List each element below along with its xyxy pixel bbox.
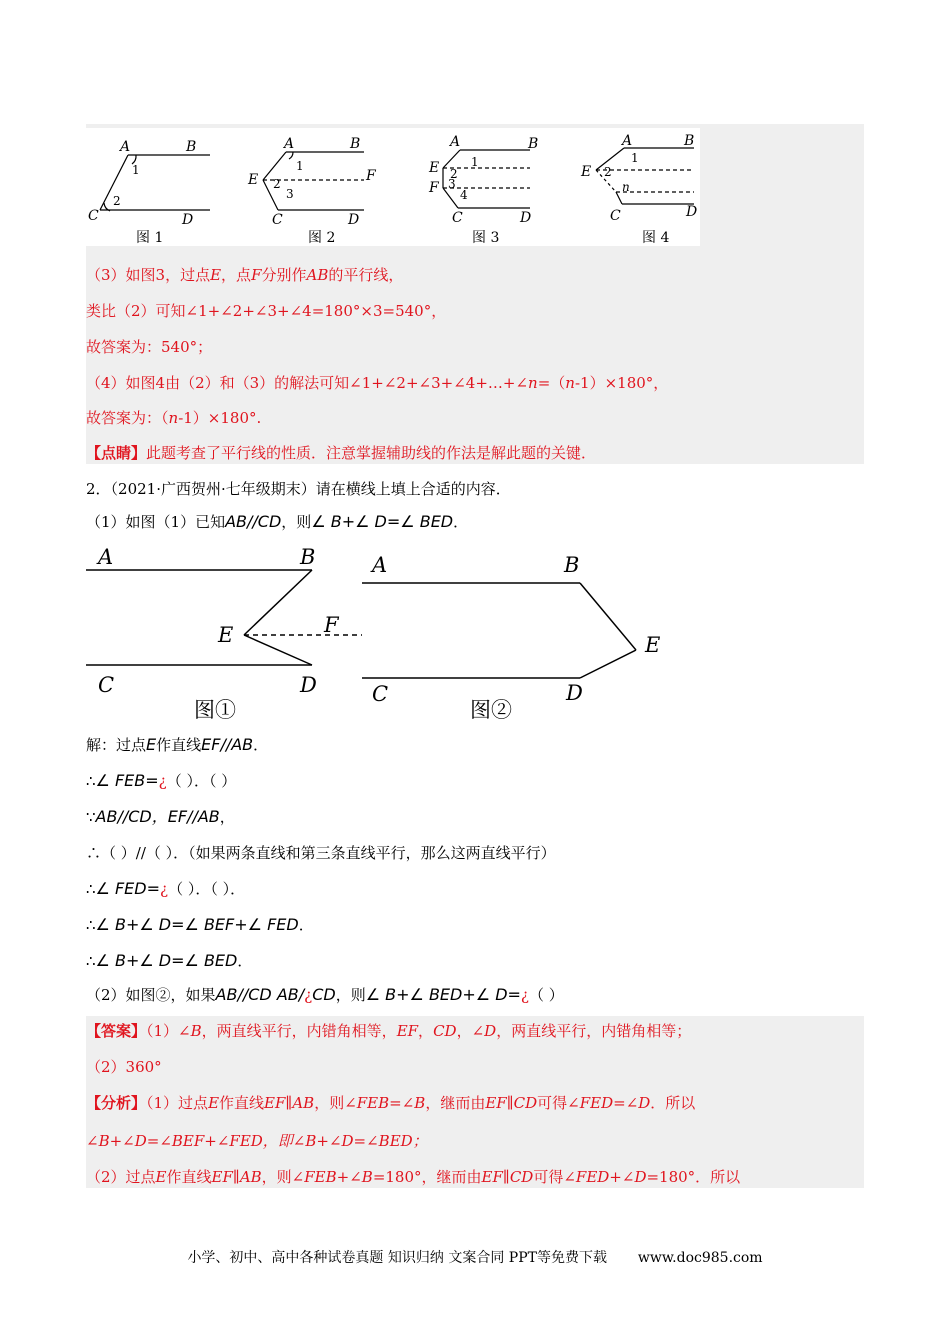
fig4-label-e: E bbox=[581, 164, 592, 180]
fig4-label-a: A bbox=[622, 133, 633, 149]
fig3-label-f: F bbox=[429, 180, 439, 196]
q2-fig1-label-e: E bbox=[218, 623, 234, 647]
q2-fig1-label-d: D bbox=[300, 673, 317, 697]
solution-line-2: ∴∠ FEB=¿（ ）．（ ） bbox=[86, 771, 237, 790]
fig1-caption: 图 1 bbox=[136, 230, 164, 246]
fig1-label-d: D bbox=[182, 212, 194, 228]
fig2-label-e: E bbox=[248, 172, 259, 188]
fig3-label-d: D bbox=[520, 210, 532, 226]
solution-line-6: ∴∠ B+∠ D=∠ BEF+∠ FED． bbox=[86, 915, 314, 934]
solution-line-4: ∴（ ）//（ ）．（如果两条直线和第三条直线平行，那么这两直线平行） bbox=[86, 844, 556, 862]
fig3-label-a: A bbox=[450, 134, 461, 150]
q2-fig1-label-f: F bbox=[324, 613, 339, 637]
fig2-angle-1: 1 bbox=[296, 159, 304, 173]
fig4-angle-n: n bbox=[622, 180, 630, 194]
fig4-angle-2: 2 bbox=[604, 165, 612, 179]
q2-fig2-label-a: A bbox=[372, 553, 388, 577]
top-figures bbox=[86, 128, 700, 246]
fig3-angle-1: 1 bbox=[471, 155, 479, 169]
fig2-label-a: A bbox=[284, 136, 295, 152]
fig1-angle-1: 1 bbox=[132, 163, 140, 177]
fig4-label-b: B bbox=[684, 133, 695, 149]
q2-fig1-caption: 图① bbox=[194, 698, 236, 722]
answer1-line5: 故答案为：540°； bbox=[86, 338, 213, 356]
fig2-label-c: C bbox=[272, 212, 283, 228]
answer-tag: 【答案】 bbox=[86, 1022, 147, 1040]
fig3-angle-2: 2 bbox=[450, 167, 458, 181]
answer1-line4: 类比（2）可知∠1+∠2+∠3+∠4=180°×3=540°， bbox=[86, 302, 447, 320]
fig2-angle-3: 3 bbox=[286, 187, 294, 201]
q2-fig2-caption: 图② bbox=[470, 698, 512, 722]
q2-fig1-label-c: C bbox=[98, 673, 115, 697]
fig3-angle-4: 4 bbox=[460, 188, 468, 202]
question-2-part2: （2）如图②，如果AB//CD AB/¿CD，则∠ B+∠ BED+∠ D=¿（ ） bbox=[86, 985, 564, 1004]
answer1-line6: （4）如图4由（2）和（3）的解法可知∠1+∠2+∠3+∠4+…+∠n=（n-1）×180°， bbox=[86, 374, 669, 392]
fig3-label-c: C bbox=[452, 210, 463, 226]
fig1-label-b: B bbox=[186, 139, 197, 155]
dianjing-line: 【点睛】此题考查了平行线的性质．注意掌握辅助线的作法是解此题的关键． bbox=[86, 444, 597, 462]
fig2-label-f: F bbox=[366, 168, 376, 184]
solution-line-7: ∴∠ B+∠ D=∠ BED． bbox=[86, 951, 253, 970]
analysis-line-3: （2）过点E作直线EF∥AB，则∠FEB+∠B=180°，继而由EF∥CD可得∠FED+∠D=180°．所以 bbox=[86, 1168, 741, 1186]
q2-fig2-label-b: B bbox=[564, 553, 580, 577]
fig2-caption: 图 2 bbox=[308, 230, 336, 246]
fig1-angle-2: 2 bbox=[113, 194, 121, 208]
q2-figures bbox=[86, 540, 686, 730]
fig3-caption: 图 3 bbox=[472, 230, 500, 246]
fig4-angle-1: 1 bbox=[631, 151, 639, 165]
footer-text: 小学、初中、高中各种试卷真题 知识归纳 文案合同 PPT等免费下载 bbox=[187, 1250, 607, 1266]
q2-fig2-label-d: D bbox=[566, 681, 583, 705]
fig2-label-d: D bbox=[348, 212, 360, 228]
answer2-line1: 【答案】（1）∠B，两直线平行，内错角相等，EF，CD，∠D，两直线平行，内错角相等； bbox=[86, 1022, 692, 1040]
fig4-caption: 图 4 bbox=[642, 230, 670, 246]
solution-line-1: 解：过点E作直线EF//AB． bbox=[86, 735, 269, 754]
q2-figure-2 bbox=[362, 583, 636, 678]
q2-fig1-label-b: B bbox=[300, 545, 316, 569]
fig1-label-c: C bbox=[88, 208, 99, 224]
page-footer bbox=[0, 1247, 950, 1267]
fig1-label-a: A bbox=[120, 139, 131, 155]
footer-url[interactable]: www.doc985.com bbox=[637, 1250, 763, 1266]
q2-figure-1 bbox=[86, 570, 362, 665]
q2-fig1-label-a: A bbox=[98, 545, 114, 569]
solution-line-3: ∵AB//CD，EF//AB， bbox=[86, 807, 235, 826]
fig3-label-b: B bbox=[528, 136, 539, 152]
analysis-line-1: 【分析】（1）过点E作直线EF∥AB，则∠FEB=∠B，继而由EF∥CD可得∠FED=∠D．所以 bbox=[86, 1094, 696, 1112]
q2-fig2-label-c: C bbox=[372, 682, 389, 706]
analysis-line-2: ∠B+∠D=∠BEF+∠FED，即∠B+∠D=∠BED； bbox=[86, 1132, 428, 1150]
question-2-title: 2．（2021·广西贺州·七年级期末）请在横线上填上合适的内容． bbox=[86, 480, 511, 498]
q2-fig2-label-e: E bbox=[645, 633, 661, 657]
answer1-line7: 故答案为：（n-1）×180°. bbox=[86, 409, 262, 427]
dianjing-tag: 【点睛】 bbox=[86, 444, 147, 462]
fig3-angle-3: 3 bbox=[448, 177, 456, 191]
answer1-line3: （3）如图3，过点E，点F分别作AB的平行线， bbox=[86, 266, 404, 284]
solution-line-5: ∴∠ FED=¿（ ）．（ ）． bbox=[86, 879, 246, 898]
fig2-angle-2: 2 bbox=[273, 177, 281, 191]
fig4-label-c: C bbox=[610, 208, 621, 224]
fig2-label-b: B bbox=[350, 136, 361, 152]
fig4-label-d: D bbox=[686, 204, 698, 220]
analysis-tag: 【分析】 bbox=[86, 1094, 147, 1112]
question-2-part1: （1）如图（1）已知AB//CD，则∠ B+∠ D=∠ BED． bbox=[86, 512, 469, 531]
fig3-label-e: E bbox=[429, 160, 440, 176]
answer2-line2: （2）360° bbox=[86, 1058, 162, 1076]
